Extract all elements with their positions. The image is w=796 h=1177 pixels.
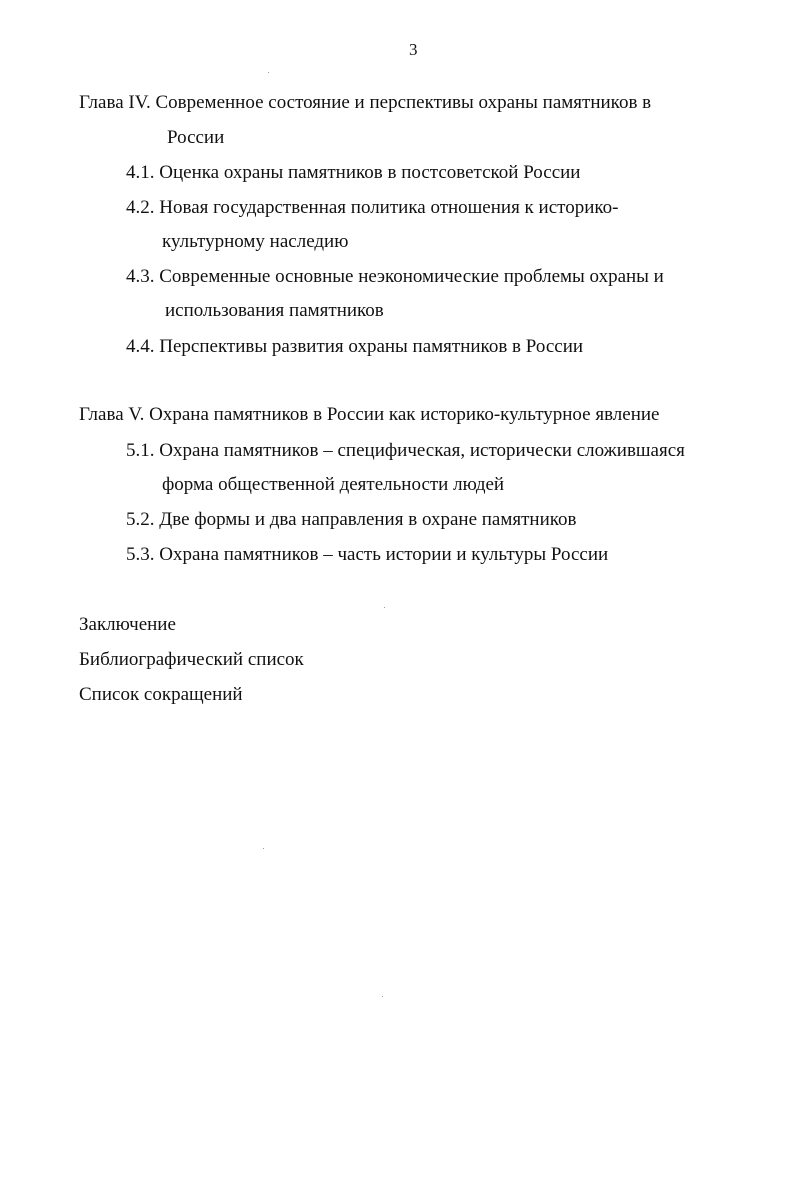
toc-item-4-1: 4.1. Оценка охраны памятников в постсоветской России <box>126 162 581 183</box>
toc-item-5-1: 5.1. Охрана памятников – специфическая, исторически сложившаяся <box>126 440 685 461</box>
toc-bibliography: Библиографический список <box>79 649 304 670</box>
toc-item-4-3-continued: использования памятников <box>165 300 384 321</box>
toc-item-5-2: 5.2. Две формы и два направления в охране памятников <box>126 509 577 530</box>
toc-item-5-1-continued: форма общественной деятельности людей <box>162 474 505 495</box>
toc-item-5-3: 5.3. Охрана памятников – часть истории и культуры России <box>126 544 609 565</box>
page-number: 3 <box>409 40 418 59</box>
toc-item-4-4: 4.4. Перспективы развития охраны памятников в России <box>126 336 584 357</box>
toc-abbreviations: Список сокращений <box>79 684 243 705</box>
scan-speck <box>268 72 269 73</box>
toc-conclusion: Заключение <box>79 614 176 635</box>
toc-item-4-2-continued: культурному наследию <box>162 231 349 252</box>
chapter-4-title-continued: России <box>167 127 225 148</box>
toc-item-4-3: 4.3. Современные основные неэкономические проблемы охраны и <box>126 266 664 287</box>
scan-speck <box>384 607 385 608</box>
toc-item-4-2: 4.2. Новая государственная политика отношения к историко- <box>126 197 619 218</box>
scan-speck <box>382 996 383 997</box>
chapter-5-title: Глава V. Охрана памятников в России как историко-культурное явление <box>79 404 660 425</box>
chapter-4-title: Глава IV. Современное состояние и перспективы охраны памятников в <box>79 92 652 113</box>
scan-speck <box>263 848 264 849</box>
